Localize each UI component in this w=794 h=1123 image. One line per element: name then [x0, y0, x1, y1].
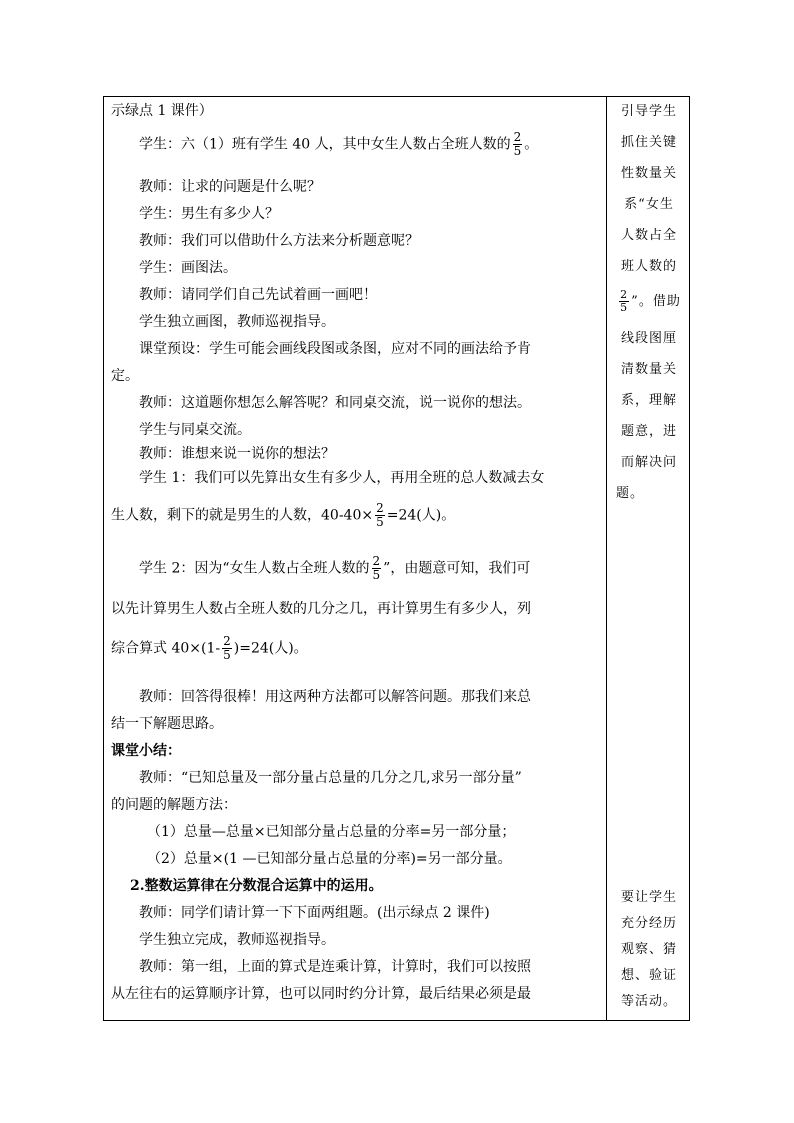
- fraction-numerator: 2: [223, 634, 231, 648]
- text-segment: 学生：六（1）班有学生 40 人，其中女生人数占全班人数的: [139, 136, 511, 153]
- text-line: 课堂预设：学生可能会画线段图或条图，应对不同的画法给予肯: [139, 341, 531, 357]
- text-line: 示绿点 1 课件）: [111, 103, 213, 119]
- fraction-denominator: 5: [513, 144, 522, 158]
- fraction-two-fifths: [372, 555, 382, 582]
- side-note-line: 线段图厘: [620, 331, 677, 346]
- text-line: 教师：请同学们自己先试着画一画吧！: [139, 287, 377, 303]
- text-line: 教师：让求的问题是什么呢？: [139, 179, 321, 195]
- text-segment: =24(人)。: [386, 507, 456, 524]
- side-note-line: 性数量关: [620, 166, 677, 181]
- text-line: 学生：男生有多少人？: [139, 206, 279, 222]
- fraction-two-fifths: [375, 502, 385, 529]
- fraction-denominator: 5: [620, 301, 629, 314]
- side-note-line: 充分经历: [620, 916, 677, 931]
- text-line: 教师：回答得很棒！用这两种方法都可以解答问题。那我们来总: [139, 689, 531, 705]
- text-line: 教师：第一组，上面的算式是连乘计算，计算时，我们可以按照: [139, 959, 531, 975]
- text-line: 定。: [111, 368, 139, 384]
- side-note-line: 而解决问: [620, 455, 677, 470]
- side-note-line: 系，理解: [620, 393, 677, 408]
- text-line-with-fraction: [111, 502, 455, 529]
- text-line: 结一下解题思路。: [111, 716, 223, 732]
- text-segment: 学生 2：因为“女生人数占全班人数的: [139, 560, 370, 577]
- text-line: 的问题的解题方法：: [111, 797, 237, 813]
- section-heading: 2.整数运算律在分数混合运算中的运用。: [130, 878, 383, 894]
- fraction-denominator: 5: [376, 515, 384, 529]
- side-note-line: 题。: [616, 486, 645, 501]
- text-line: 教师：谁想来说一说你的想法？: [139, 446, 335, 462]
- text-line: 教师：我们可以借助什么方法来分析题意呢？: [139, 233, 419, 249]
- side-note-line: 观察、猜: [620, 942, 677, 957]
- text-line-with-fraction: [139, 555, 530, 582]
- design-intent-column: [614, 97, 684, 1020]
- text-segment: 综合算式 40×(1-: [111, 640, 221, 657]
- side-note-line: 抓住关键: [620, 135, 677, 150]
- side-note-line: 系“女生: [624, 197, 674, 212]
- side-note-line: 清数量关: [620, 362, 677, 377]
- text-segment: ”，由题意可知，我们可: [383, 560, 531, 577]
- side-note-line: 等活动。: [620, 994, 677, 1009]
- column-divider: [606, 97, 607, 1020]
- text-segment: ”。借助: [631, 294, 681, 309]
- text-line: 教师：同学们请计算一下下面两组题。(出示绿点 2 课件): [139, 905, 490, 921]
- list-item: （2）总量×(1 —已知部分量占总量的分率)=另一部分量。: [147, 851, 512, 867]
- text-line: 教师：这道题你想怎么解答呢？和同桌交流，说一说你的想法。: [139, 395, 531, 411]
- side-note-line: 班人数的: [620, 259, 677, 274]
- text-line: 从左往右的运算顺序计算，也可以同时约分计算，最后结果必须是最: [111, 986, 531, 1002]
- fraction-numerator: 2: [513, 130, 522, 144]
- fraction-two-fifths: [222, 635, 232, 662]
- text-line: 学生 1：我们可以先算出女生有多少人，再用全班的总人数减去女: [139, 470, 545, 486]
- side-note-line: 要让学生: [620, 890, 677, 905]
- text-line: 学生与同桌交流。: [139, 422, 251, 438]
- text-line: 学生独立画图，教师巡视指导。: [139, 314, 335, 330]
- fraction-numerator: 2: [372, 554, 381, 568]
- fraction-denominator: 5: [372, 568, 381, 582]
- side-note-line: 题意，进: [620, 424, 677, 439]
- fraction-numerator: 2: [376, 501, 384, 515]
- side-note-line-with-fraction: [614, 289, 684, 314]
- side-note-line: 引导学生: [620, 104, 677, 119]
- lesson-table: [103, 96, 690, 1021]
- text-line: 以先计算男生人数占全班人数的几分之几，再计算男生有多少人，列: [111, 601, 531, 617]
- text-segment: 生人数，剩下的就是男生的人数，40-40×: [111, 507, 374, 524]
- text-line-with-fraction: [111, 635, 308, 662]
- fraction-two-fifths: [619, 289, 629, 314]
- text-segment: )=24(人)。: [233, 640, 308, 657]
- lesson-content-column: [111, 97, 599, 1020]
- text-segment: 。: [524, 136, 539, 153]
- text-line: 学生：画图法。: [139, 260, 237, 276]
- text-line: 教师：“已知总量及一部分量占总量的几分之几,求另一部分量”: [139, 770, 522, 786]
- fraction-denominator: 5: [223, 648, 231, 662]
- list-item: （1）总量—总量×已知部分量占总量的分率=另一部分量；: [147, 824, 516, 840]
- fraction-numerator: 2: [620, 288, 629, 301]
- side-note-line: 人数占全: [620, 228, 677, 243]
- section-heading: 课堂小结：: [111, 743, 181, 759]
- side-note-line: 想、验证: [620, 968, 677, 983]
- text-line: 学生独立完成，教师巡视指导。: [139, 932, 335, 948]
- text-line-with-fraction: [139, 131, 538, 158]
- fraction-two-fifths: [513, 131, 523, 158]
